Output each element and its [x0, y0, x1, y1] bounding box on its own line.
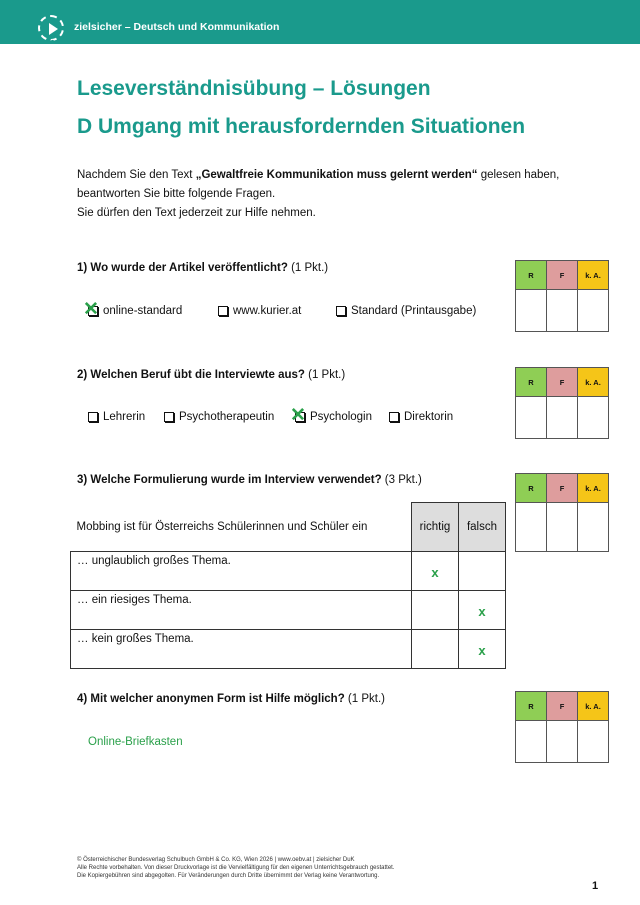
- table-row: [71, 630, 506, 669]
- question-3-text: 3) Welche Formulierung wurde im Interview verwendet?: [77, 474, 382, 486]
- rfk-k: k. A.: [578, 368, 609, 397]
- q1-option-1[interactable]: [83, 299, 183, 320]
- column-richtig: richtig: [412, 503, 459, 552]
- question-4: [77, 693, 385, 705]
- intro-after: gelesen haben,: [477, 169, 560, 181]
- intro-line3: Sie dürfen den Text jederzeit zur Hilfe nehmen.: [77, 207, 316, 219]
- intro-before: Nachdem Sie den Text: [77, 169, 196, 181]
- question-3-points: (3 Pkt.): [381, 474, 422, 486]
- header-dotted-border: [0, 38, 640, 46]
- copyright-footer: [77, 856, 577, 880]
- rfk-grading-box-1: [515, 260, 609, 332]
- check-x-icon: ✕: [83, 299, 99, 320]
- falsch-cell[interactable]: x: [459, 630, 506, 669]
- intro-text: [77, 166, 597, 223]
- option-label: online-standard: [103, 305, 183, 317]
- row-text: … unglaublich großes Thema.: [71, 552, 412, 591]
- rfk-f: F: [547, 474, 578, 503]
- rfk-r-cell[interactable]: [516, 503, 547, 552]
- question-2-text: 2) Welchen Beruf übt die Interviewte aus?: [77, 369, 305, 381]
- rfk-k: k. A.: [578, 692, 609, 721]
- rfk-r-cell[interactable]: [516, 397, 547, 439]
- intro-line2: beantworten Sie bitte folgende Fragen.: [77, 188, 276, 200]
- question-2: [77, 369, 345, 381]
- table-row: [71, 552, 506, 591]
- column-falsch: falsch: [459, 503, 506, 552]
- rfk-r: R: [516, 474, 547, 503]
- rfk-f-cell[interactable]: [547, 721, 578, 763]
- row-text: … ein riesiges Thema.: [71, 591, 412, 630]
- intro-article-title: „Gewaltfreie Kommunikation muss gelernt werden“: [195, 169, 478, 181]
- rfk-k: k. A.: [578, 261, 609, 290]
- rfk-r: R: [516, 368, 547, 397]
- question-4-answer: Online-Briefkasten: [88, 736, 183, 748]
- rfk-k-cell[interactable]: [578, 503, 609, 552]
- checkbox[interactable]: [336, 306, 346, 316]
- checkbox[interactable]: [164, 412, 174, 422]
- rfk-f: F: [547, 261, 578, 290]
- rfk-f-cell[interactable]: [547, 290, 578, 332]
- checkbox[interactable]: [218, 306, 228, 316]
- question-4-text: 4) Mit welcher anonymen Form ist Hilfe möglich?: [77, 693, 345, 705]
- q2-option-4[interactable]: [389, 411, 453, 423]
- question-1-points: (1 Pkt.): [287, 262, 329, 274]
- richtig-cell[interactable]: [412, 591, 459, 630]
- page-subtitle: D Umgang mit herausfordernden Situationen: [77, 115, 526, 138]
- q1-option-3[interactable]: [336, 305, 476, 317]
- rfk-grading-box-4: [515, 691, 609, 763]
- q2-option-2[interactable]: [164, 411, 274, 423]
- rfk-grading-box-3: [515, 473, 609, 552]
- rfk-k-cell[interactable]: [578, 290, 609, 332]
- question-4-points: (1 Pkt.): [344, 693, 385, 705]
- checkbox[interactable]: [290, 405, 306, 426]
- brand-title: zielsicher – Deutsch und Kommunikation: [74, 21, 280, 33]
- question-1: [77, 262, 328, 274]
- option-label: Psychotherapeutin: [179, 411, 275, 423]
- question-1-text: 1) Wo wurde der Artikel veröffentlicht?: [77, 262, 288, 274]
- falsch-cell[interactable]: x: [459, 591, 506, 630]
- rfk-r: R: [516, 692, 547, 721]
- q2-option-3[interactable]: [290, 405, 373, 426]
- option-label: www.kurier.at: [233, 305, 302, 317]
- rfk-r-cell[interactable]: [516, 290, 547, 332]
- rfk-r-cell[interactable]: [516, 721, 547, 763]
- rfk-f-cell[interactable]: [547, 503, 578, 552]
- q2-option-1[interactable]: [88, 411, 145, 423]
- page-title: Leseverständnisübung – Lösungen: [77, 77, 431, 100]
- page-number: 1: [592, 880, 599, 892]
- question-2-points: (1 Pkt.): [304, 369, 346, 381]
- rfk-k-cell[interactable]: [578, 397, 609, 439]
- rfk-f-cell[interactable]: [547, 397, 578, 439]
- footer-line2: Alle Rechte vorbehalten. Von dieser Druckvorlage ist die Vervielfältigung für den eigenen Unterrichtsgebrauch gestattet.: [77, 865, 395, 871]
- q1-option-2[interactable]: [218, 305, 301, 317]
- row-text: … kein großes Thema.: [71, 630, 412, 669]
- footer-line1: © Österreichischer Bundesverlag Schulbuch GmbH & Co. KG, Wien 2026 | www.oebv.at | zielsicher DuK: [77, 857, 355, 863]
- option-label: Direktorin: [404, 411, 454, 423]
- table-row: [71, 591, 506, 630]
- rfk-k: k. A.: [578, 474, 609, 503]
- true-false-table: [70, 502, 506, 669]
- checkbox[interactable]: [389, 412, 399, 422]
- question-3: [77, 474, 422, 486]
- rfk-grading-box-2: [515, 367, 609, 439]
- option-label: Psychologin: [310, 411, 373, 423]
- rfk-r: R: [516, 261, 547, 290]
- richtig-cell[interactable]: x: [412, 552, 459, 591]
- rfk-k-cell[interactable]: [578, 721, 609, 763]
- richtig-cell[interactable]: [412, 630, 459, 669]
- check-x-icon: ✕: [290, 405, 306, 426]
- falsch-cell[interactable]: [459, 552, 506, 591]
- table-stem: Mobbing ist für Österreichs Schülerinnen und Schüler ein: [76, 520, 368, 533]
- footer-line3: Die Kopiergebühren sind abgegolten. Für Veränderungen durch Dritte übernimmt der Verlag keine Verantwortung.: [77, 873, 380, 879]
- option-label: Standard (Printausgabe): [351, 305, 477, 317]
- option-label: Lehrerin: [103, 411, 146, 423]
- rfk-f: F: [547, 692, 578, 721]
- rfk-f: F: [547, 368, 578, 397]
- checkbox[interactable]: [83, 299, 99, 320]
- checkbox[interactable]: [88, 412, 98, 422]
